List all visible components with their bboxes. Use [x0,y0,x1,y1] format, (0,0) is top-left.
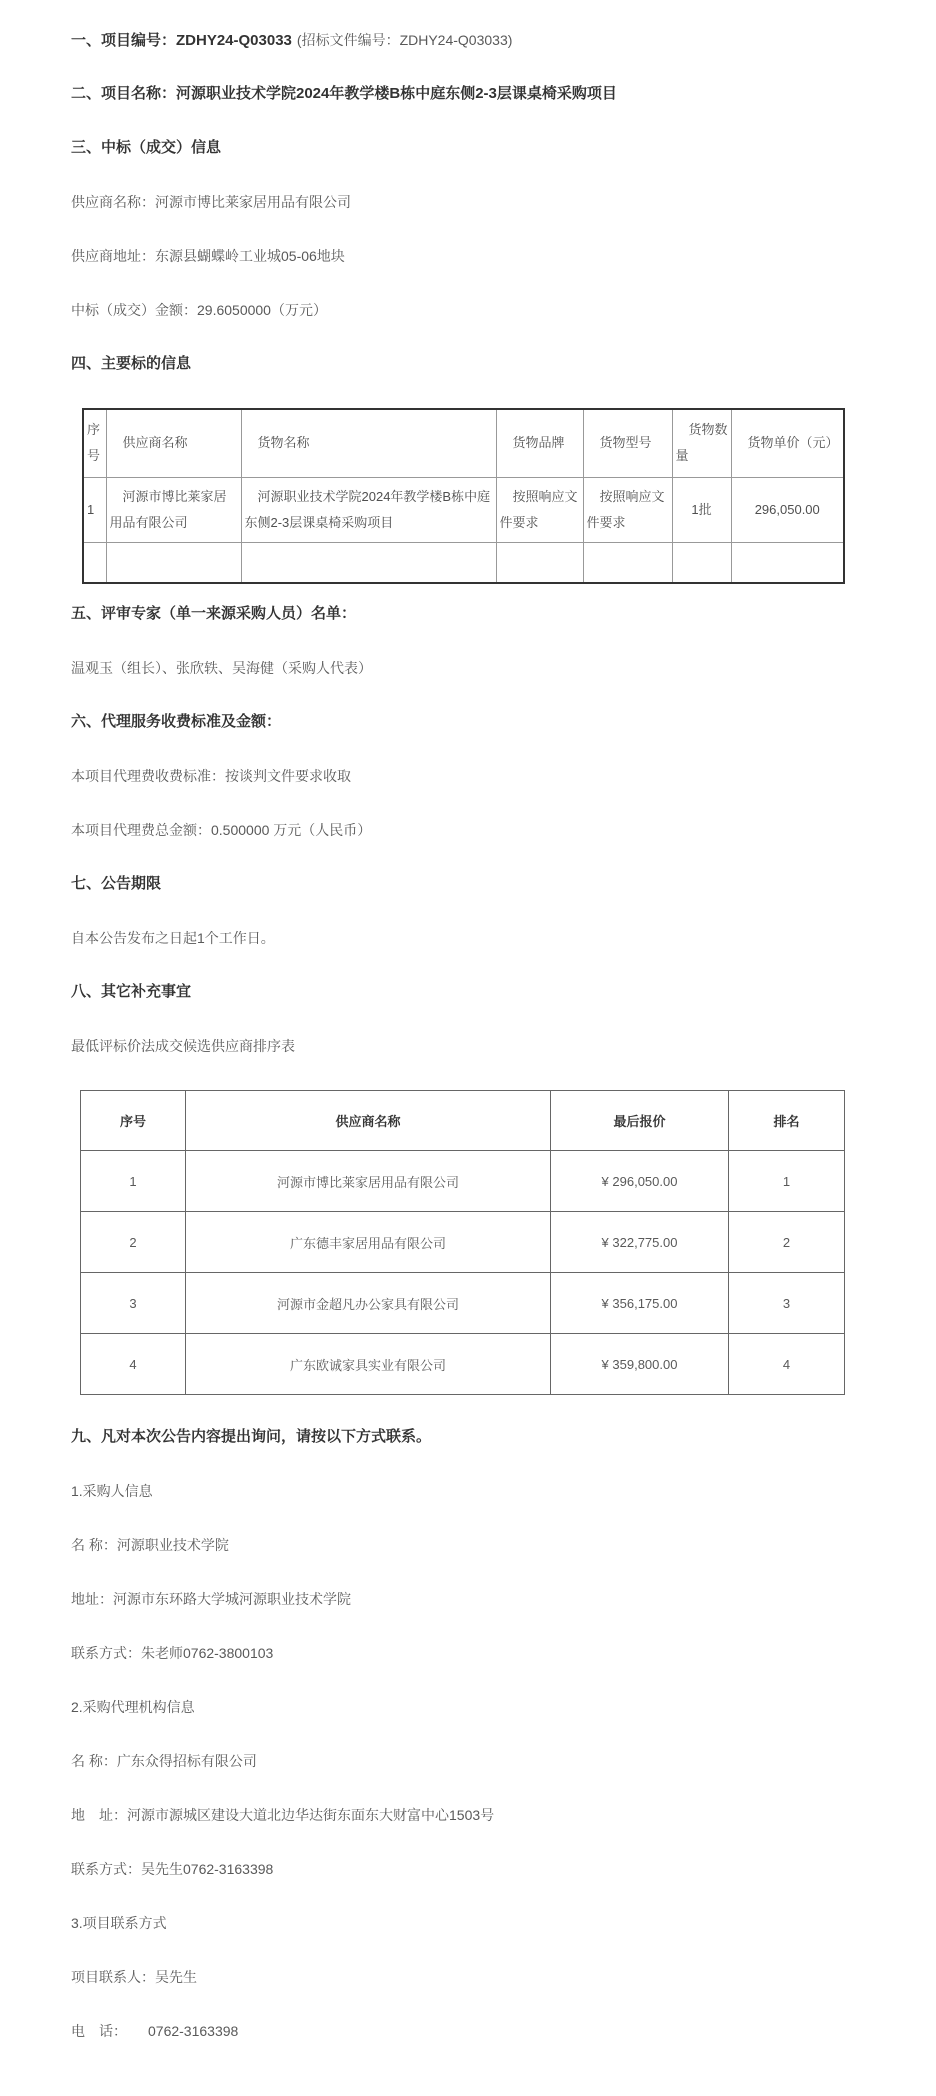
section-9-contact-heading: 九、凡对本次公告内容提出询问，请按以下方式联系。 [71,1428,432,1445]
project-contact-title: 3.项目联系方式 [71,1915,167,1931]
purchaser-contact-line: 联系方式：朱老师0762-3800103 [71,1645,274,1661]
section-6-agency-fee-heading: 六、代理服务收费标准及金额： [71,713,282,730]
section-2-project-name: 二、项目名称：河源职业技术学院2024年教学楼B栋中庭东侧2-3层课桌椅采购项目 [71,85,617,102]
agency-info-title: 2.采购代理机构信息 [71,1699,195,1715]
main-table-data-row [83,477,844,542]
ranking-supplier: 河源市博比莱家居用品有限公司 [186,1151,551,1212]
section-1-project-number [71,30,866,50]
ranking-final-quote: ¥ 322,775.00 [551,1212,729,1273]
award-amount-line: 中标（成交）金额：29.6050000（万元） [71,302,327,318]
ranking-seq: 4 [81,1334,186,1395]
purchaser-address-line: 地址：河源市东环路大学城河源职业技术学院 [71,1591,351,1607]
agency-fee-total-line: 本项目代理费总金额：0.500000 万元（人民币） [71,822,372,838]
ranking-rank: 2 [729,1212,845,1273]
purchaser-info-title: 1.采购人信息 [71,1483,153,1499]
header-supplier-name: 供应商名称 [106,409,241,477]
header-goods-model: 货物型号 [583,409,672,477]
ranking-row-4 [81,1334,845,1395]
cell-goods-model: 按照响应文件要求 [583,477,672,542]
ranking-rank: 4 [729,1334,845,1395]
agency-contact-line: 联系方式：吴先生0762-3163398 [71,1861,274,1877]
ranking-header-row [81,1091,845,1151]
header-goods-unit-price: 货物单价（元） [731,409,844,477]
section-7-notice-period-heading: 七、公告期限 [71,875,162,892]
section-8-supplementary-heading: 八、其它补充事宜 [71,983,192,1000]
project-contact-person-line: 项目联系人：吴先生 [71,1969,197,1985]
main-table-empty-row [83,542,844,583]
project-number-label: 一、项目编号：ZDHY24-Q03033 [71,32,292,49]
cell-supplier-name: 河源市博比莱家居用品有限公司 [106,477,241,542]
ranking-row-2 [81,1212,845,1273]
ranking-row-1 [81,1151,845,1212]
ranking-supplier: 广东欧诚家具实业有限公司 [186,1334,551,1395]
ranking-rank: 3 [729,1273,845,1334]
header-goods-quantity: 货物数量 [672,409,731,477]
agency-fee-standard-line: 本项目代理费收费标准：按谈判文件要求收取 [71,768,351,784]
main-subject-table [82,408,845,584]
ranking-header-rank: 排名 [729,1091,845,1151]
section-4-main-subject-heading: 四、主要标的信息 [71,355,192,372]
main-table-header-row [83,409,844,477]
cell-seq-no: 1 [83,477,106,542]
ranking-seq: 1 [81,1151,186,1212]
ranking-header-final-quote: 最后报价 [551,1091,729,1151]
ranking-final-quote: ¥ 359,800.00 [551,1334,729,1395]
notice-period-line: 自本公告发布之日起1个工作日。 [71,930,275,946]
cell-goods-quantity: 1批 [672,477,731,542]
tender-doc-number-note: (招标文件编号：ZDHY24-Q03033) [296,32,513,48]
ranking-final-quote: ¥ 356,175.00 [551,1273,729,1334]
supplier-address-line: 供应商地址：东源县蝴蝶岭工业城05-06地块 [71,248,345,264]
supplier-name-line: 供应商名称：河源市博比莱家居用品有限公司 [71,194,351,210]
agency-address-line: 地 址：河源市源城区建设大道北边华达街东面东大财富中心1503号 [71,1807,495,1823]
project-phone-line: 电 话： 0762-3163398 [71,2023,239,2039]
ranking-supplier: 河源市金超凡办公家具有限公司 [186,1273,551,1334]
section-3-award-info-heading: 三、中标（成交）信息 [71,139,222,156]
agency-name-line: 名 称：广东众得招标有限公司 [71,1753,257,1769]
ranking-rank: 1 [729,1151,845,1212]
header-seq-no: 序号 [83,409,106,477]
header-goods-brand: 货物品牌 [496,409,583,477]
ranking-header-seq: 序号 [81,1091,186,1151]
section-5-experts-heading: 五、评审专家（单一来源采购人员）名单： [71,605,357,622]
ranking-supplier: 广东德丰家居用品有限公司 [186,1212,551,1273]
experts-list-line: 温观玉（组长）、张欣轶、吴海健（采购人代表） [71,660,372,676]
candidate-ranking-table [80,1090,845,1395]
ranking-header-supplier: 供应商名称 [186,1091,551,1151]
ranking-seq: 2 [81,1212,186,1273]
ranking-table-title: 最低评标价法成交候选供应商排序表 [71,1038,295,1054]
header-goods-name: 货物名称 [241,409,496,477]
purchaser-name-line: 名 称：河源职业技术学院 [71,1537,229,1553]
ranking-seq: 3 [81,1273,186,1334]
ranking-final-quote: ¥ 296,050.00 [551,1151,729,1212]
cell-goods-unit-price: 296,050.00 [731,477,844,542]
ranking-row-3 [81,1273,845,1334]
cell-goods-name: 河源职业技术学院2024年教学楼B栋中庭东侧2-3层课桌椅采购项目 [241,477,496,542]
cell-goods-brand: 按照响应文件要求 [496,477,583,542]
